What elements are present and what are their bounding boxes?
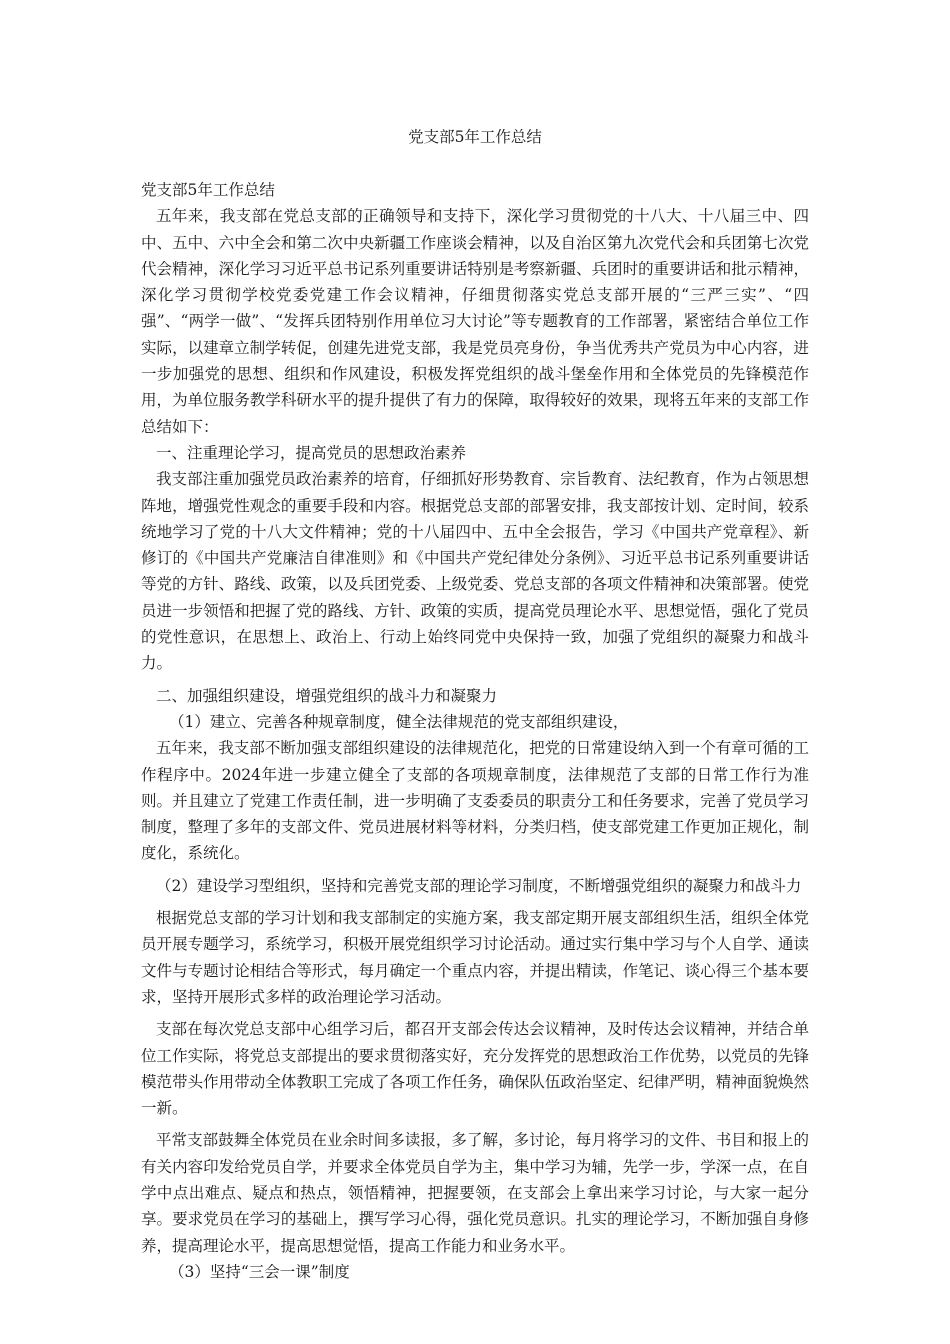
document-subtitle: 党支部5年工作总结 xyxy=(141,181,275,199)
subsection-heading-2: （2）建设学习型组织，坚持和完善党支部的理论学习制度，不断增强党组织的凝聚力和战斗力 xyxy=(156,876,802,895)
paragraph-self-study: 平常支部鼓舞全体党员在业余时间多读报，多了解，多讨论，每月将学习的文件、书目和报上的有关内容印发给党员自学，并要求全体党员自学为主，集中学习为辅，先学一步，学深一点，在自学中点出难点、疑点和热点，领悟精神，把握要领，在支部会上拿出来学习讨论，与大家一起分享。要求党员在学习的基础上，撰写学习心得，强化党员意识。扎实的理论学习，不断加强自身修养，提高理论水平，提高思想觉悟，提高工作能力和业务水平。 xyxy=(141,1131,809,1255)
subsection-heading-1: （1）建立、完善各种规章制度，健全法律规范的党支部组织建设， xyxy=(169,712,629,731)
paragraph-intro: 五年来，我支部在党总支部的正确领导和支持下，深化学习贯彻党的十八大、十八届三中、四中、五中、六中全会和第二次中央新疆工作座谈会精神，以及自治区第九次党代会和兵团第七次党代会精神，深化学习习近平总书记系列重要讲话特别是考察新疆、兵团时的重要讲话和批示精神，深化学习贯彻学校党委党建工作会议精神，仔细贯彻落实党总支部开展的“三严三实”、“四强”、“两学一做”、“发挥兵团特别作用单位习大讨论”等专题教育的工作部署，紧密结合单位工作实际，以建章立制学转促，创建先进党支部，我是党员亮身份，争当优秀共产党员为中心内容，进一步加强党的思想、组织和作风建设，积极发挥党组织的战斗堡垒作用和全体党员的先锋模范作用，为单位服务教学科研水平的提升提供了有力的保障，取得较好的效果，现将五年来的支部工作总结如下： xyxy=(141,207,809,436)
subsection-heading-3: （3）坚持“三会一课”制度 xyxy=(169,1262,350,1281)
document-title: 党支部5年工作总结 xyxy=(408,128,542,146)
paragraph-theory-study: 我支部注重加强党员政治素养的培育，仔细抓好形势教育、宗旨教育、法纪教育，作为占领思想阵地，增强党性观念的重要手段和内容。根据党总支部的部署安排，我支部按计划、定时间，较系统地学习了党的十八大文件精神；党的十八届四中、五中全会报告，学习《中国共产党章程》、新修订的《中国共产党廉洁自律准则》和《中国共产党纪律处分条例》、习近平总书记系列重要讲话等党的方针、路线、政策，以及兵团党委、上级党委、党总支部的各项文件精神和决策部署。使党员进一步领悟和把握了党的路线、方针、政策的实质，提高党员理论水平、思想觉悟，强化了党员的党性意识，在思想上、政治上、行动上始终同党中央保持一致，加强了党组织的凝聚力和战斗力。 xyxy=(141,470,809,673)
paragraph-study-plan: 根据党总支部的学习计划和我支部制定的实施方案，我支部定期开展支部组织生活，组织全体党员开展专题学习，系统学习，积极开展党组织学习讨论活动。通过实行集中学习与个人自学、通读文件与专题讨论相结合等形式，每月确定一个重点内容，并提出精读，作笔记、谈心得三个基本要求，坚持开展形式多样的政治理论学习活动。 xyxy=(141,909,809,1006)
section-heading-2: 二、加强组织建设，增强党组织的战斗力和凝聚力 xyxy=(156,686,498,705)
paragraph-branch-meetings: 支部在每次党总支部中心组学习后，都召开支部会传达会议精神，及时传达会议精神，并结合单位工作实际，将党总支部提出的要求贯彻落实好，充分发挥党的思想政治工作优势，以党员的先锋模范带头作用带动全体教职工完成了各项工作任务，确保队伍政治坚定、纪律严明，精神面貌焕然一新。 xyxy=(141,1020,809,1118)
section-heading-1: 一、注重理论学习，提高党员的思想政治素养 xyxy=(156,443,467,462)
document-body xyxy=(141,177,809,1285)
paragraph-rules: 五年来，我支部不断加强支部组织建设的法律规范化，把党的日常建设纳入到一个有章可循的工作程序中。2024年进一步建立健全了支部的各项规章制度，法律规范了支部的日常工作行为准则。并且建立了党建工作责任制，进一步明确了支委委员的职责分工和任务要求，完善了党员学习制度，整理了多年的支部文件、党员进展材料等材料，分类归档，使支部党建工作更加正规化，制度化，系统化。 xyxy=(141,739,809,863)
